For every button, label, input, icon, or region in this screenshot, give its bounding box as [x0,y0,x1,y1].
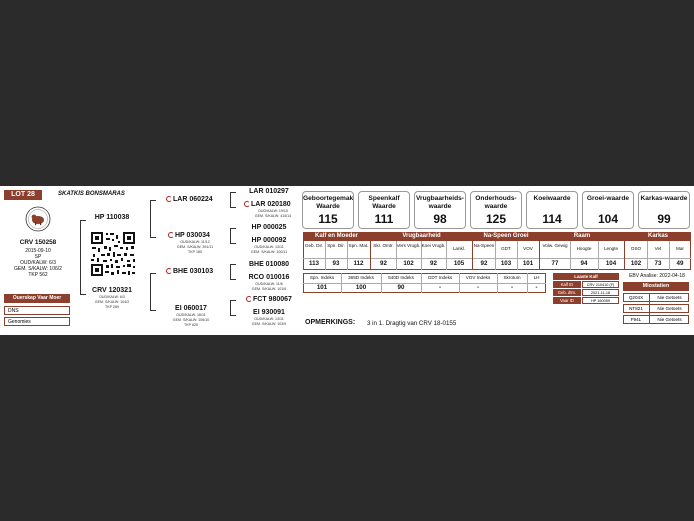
ddd-id: EI 930091 [253,309,285,316]
ebv-analysis-date: EBV Analise: 2022-04-18 [629,273,685,279]
trait-label: Vet [654,246,662,251]
value-box-birth-ease: Geboortegemak Waarde 115 [302,191,354,229]
breeder-mark-icon [246,296,252,302]
lot-badge: LOT 28 [4,190,42,200]
ddd-line-2: GEM. S/KALW: 103/9 [251,322,287,326]
index-label: 540D Indeks [388,275,414,280]
value-box-weaner: Speenkalf Waarde 111 [358,191,410,229]
index-label: Skrotum [503,275,521,280]
ssd-line-2: GEM. S/KALW: 415/14 [254,214,292,218]
value-box-fertility: Vrugbaarheids-waarde 98 [414,191,466,229]
breeder-mark-icon [166,196,172,202]
trait-label: Vers Vrugb. [396,243,421,248]
dd-line-1: OUD/KALW: 16/11 [176,313,206,317]
genomics-tag: Genomies [4,317,70,326]
ssd-line-1: OUD/KALW: 19/15 [258,209,288,213]
dns-tag: DNS [4,306,70,315]
sd-id: HP 030034 [168,232,210,239]
bracket-ds [230,264,236,280]
trait-value: 105 [453,260,465,267]
myostatin-header: Miostatien [623,282,689,291]
animal-id: CRV 150258 [19,239,57,246]
index-value: 101 [316,284,328,291]
value-box-growth: Groei-waarde 104 [582,191,634,229]
col-divider [495,241,496,270]
col-divider [396,241,397,270]
last-calf-value: 2021-11-18 [582,289,619,296]
dd-id: EI 060017 [175,305,207,312]
ss-id: LAR 060224 [166,196,213,203]
col-divider [381,273,382,293]
trait-value: 102 [630,260,642,267]
dds-id: FCT 980067 [246,296,292,303]
sd-line-1: OUD/KALW: 11/12 [180,240,210,244]
index-value: - [535,284,538,291]
trait-value: 101 [522,260,534,267]
trait-value: 103 [500,260,512,267]
col-divider [370,232,371,270]
ddd-line-1: OUD/KALW: 13/11 [254,317,284,321]
trait-value: 49 [676,260,684,267]
dam-id: CRV 120321 [92,287,132,294]
trait-label: Hoogte [576,246,592,251]
sd-line-3: TKP 180 [188,250,202,254]
sds-id: HP 000025 [251,224,287,231]
index-label: VOV Indeks [465,275,491,280]
trait-divider [303,258,691,259]
trait-value: 92 [430,260,437,267]
dd-line-3: TKP 625 [184,323,198,327]
col-divider [647,241,648,270]
trait-label: Skr. Omtr. [373,243,394,248]
dsd-id: RCO 010016 [248,274,290,281]
trait-value: 94 [580,260,588,267]
trait-label: OSO [630,246,642,251]
trait-label: Na-Speen [473,243,495,248]
col-divider [325,241,326,270]
sdd-line-2: GEM. S/KALW: 100/11 [250,250,288,254]
sd-line-2: GEM. S/KALW: 391/11 [176,245,214,249]
trait-label: GDT [501,246,511,251]
index-label: LH [533,275,540,280]
trait-label: Volw. Gewig [542,243,568,248]
col-divider [341,273,342,293]
dsd-line-1: OUD/KALW: 11/6 [255,282,283,286]
index-value: 100 [355,284,367,291]
index-value: - [510,284,514,291]
index-label: 365D Indeks [348,275,374,280]
last-calf-label: Kalf ID [553,281,581,288]
trait-value: 73 [654,260,662,267]
animal-avg-calving: GEM. S/KALW: 106/2 [14,266,62,272]
dss-id: BHE 010080 [248,261,290,268]
group-header-frame: Raam [540,232,624,241]
col-divider [527,273,528,293]
dam-line-3: TKP 289 [105,305,119,309]
myostatin-gene: Q204X [628,295,644,300]
index-label: GDT Indeks [427,275,453,280]
col-divider [421,273,422,293]
value-box-cow: Koeiwaarde 114 [526,191,578,229]
ssd-id: LAR 020180 [244,201,291,208]
myostatin-result: Nie Getoets [657,317,682,322]
col-divider [472,232,473,270]
trait-label: Spn. Mat. [348,243,369,248]
parentage-tag: Ouerskap Vaar Moer [4,294,70,303]
index-value: 90 [397,284,405,291]
dam-line-2: GEM. S/KALW: 104/2 [94,300,130,304]
trait-label: Koei Vrugb. [421,243,446,248]
col-divider [598,241,599,270]
sire-id: HP 110038 [94,214,130,221]
last-calf-label: Vaar ID [553,297,581,304]
trait-label: Lankl. [452,246,466,251]
last-calf-value: CRV 210410 (F) [582,281,619,288]
col-divider [539,232,540,270]
trait-value: 77 [551,260,559,267]
col-divider [669,241,670,270]
breeder-mark-icon [166,268,172,274]
trait-value: 102 [403,260,414,267]
bracket-dd [230,300,236,316]
last-calf-label: Geb. dtm. [553,289,581,296]
col-divider [570,241,571,270]
bracket-sd [230,228,236,244]
group-header-carcass: Karkas [625,232,691,241]
remarks-label: OPMERKINGS: [305,319,356,326]
sdd-id: HP 000092 [251,237,287,244]
bracket-dam [150,273,156,311]
animal-age-calving: OUD/KALW: 6/3 [20,260,56,266]
dsd-line-2: GEM. S/KALW: 101/6 [251,287,287,291]
remarks-text: 3 in 1. Dragtig van CRV 18-0155 [367,320,457,327]
trait-value: 104 [605,260,617,267]
trait-label: Mar [676,246,684,251]
last-calf-value: HP 160059 [582,297,619,304]
value-box-carcass: Karkas-waarde 99 [638,191,690,229]
myostatin-gene: NT821 [629,306,643,311]
index-value: - [438,284,442,291]
breeder-mark-icon [168,232,174,238]
value-box-maintenance: Onderhouds-waarde 125 [470,191,522,229]
sss-id: LAR 010297 [249,188,289,195]
col-divider [347,241,348,270]
group-header-fertility: Vrugbaarheid [371,232,472,241]
farm-name: SKATKIS BONSMARAS [58,191,125,197]
breeder-mark-icon [244,201,250,207]
group-header-calf-dam: Kalf en Moeder [303,232,370,241]
myostatin-gene: F94L [630,317,642,322]
trait-value: 93 [332,260,340,267]
animal-tkp: TKP 562 [28,272,48,278]
trait-value: 92 [480,260,488,267]
last-calf-header: Laaste Kalf [553,273,619,280]
trait-value: 113 [309,260,319,267]
ds-id: BHE 030103 [166,268,213,275]
animal-dob: 2015-09-10 [25,248,51,254]
col-divider [497,273,498,293]
myostatin-result: Nie Getoets [657,306,682,311]
bracket-ss [230,192,236,208]
dd-line-2: GEM. S/KALW: 106/10 [172,318,210,322]
col-divider [649,293,650,324]
trait-label: Geb. Dir. [304,243,324,248]
col-divider [421,241,422,270]
myostatin-result: Nie Getoets [657,295,682,300]
index-value: - [476,284,480,291]
trait-label: Lengte [603,246,619,251]
col-divider [459,273,460,293]
col-divider [517,241,518,270]
col-divider [446,241,447,270]
group-header-post-weaning: Na-Speen Groei [473,232,539,241]
trait-label: Spn. Dir. [327,243,345,248]
bracket-main [80,220,86,295]
sdd-line-1: OUD/KALW: 13/11 [254,245,284,249]
dam-line-1: OUD/KALW: 6/3 [99,295,125,299]
trait-label: VOV [523,246,533,251]
index-label: Spn. Indeks [309,275,335,280]
col-divider [624,232,625,270]
animal-status: SP [34,254,42,260]
farm-logo [24,206,52,232]
trait-value: 112 [353,260,364,267]
qr-code [89,230,137,278]
bracket-sire [150,200,156,238]
lot-card [0,186,694,335]
trait-value: 92 [380,260,387,267]
